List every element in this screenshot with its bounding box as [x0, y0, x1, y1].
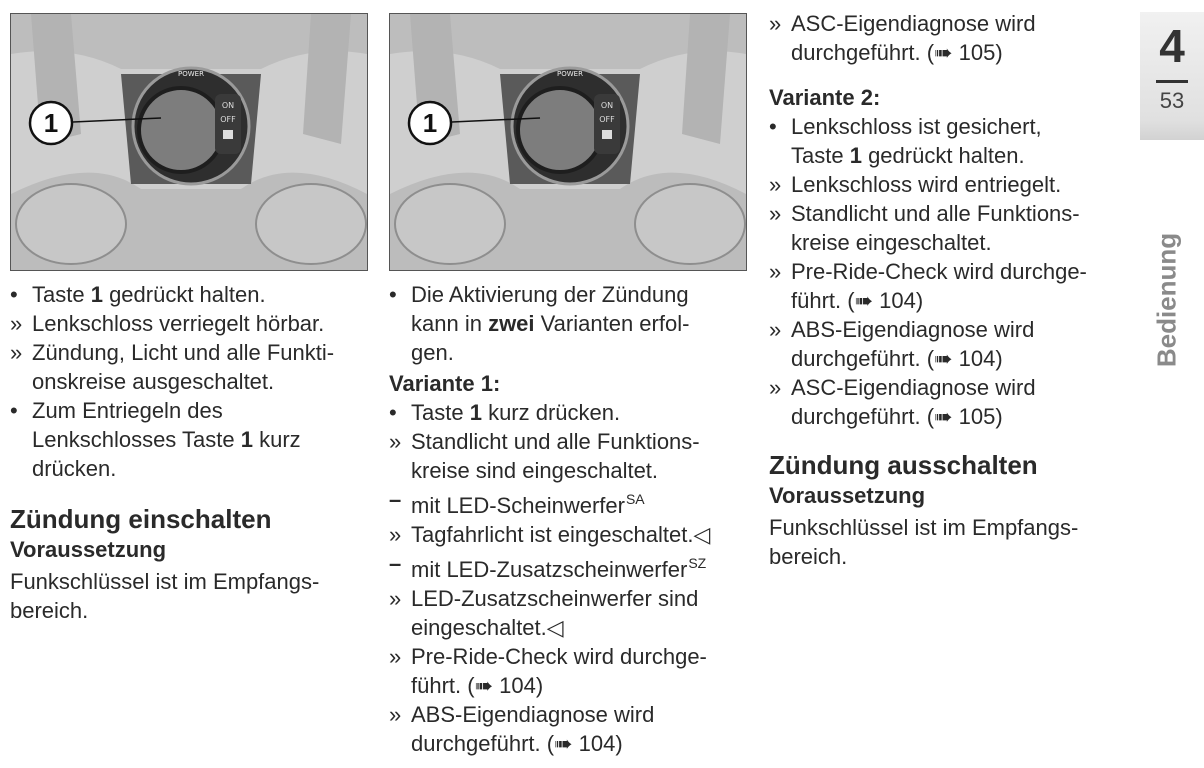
equipment-code: SA — [625, 491, 645, 507]
item-text: durchgeführt. (➠ 105) — [791, 40, 1003, 65]
prerequisite-heading: Voraussetzung — [10, 537, 167, 562]
item-text: Pre-Ride-Check wird durchge- — [791, 259, 1087, 284]
cond-marker-icon — [389, 549, 409, 578]
result-item — [10, 309, 370, 338]
figure-callout-1: 1 — [422, 108, 438, 138]
chapter-divider — [1156, 80, 1188, 83]
prerequisite-text: Funkschlüssel ist im Empfangs- bereich. — [769, 515, 1079, 569]
item-text: Lenkschlosses Taste — [32, 427, 241, 452]
result-marker-icon — [769, 9, 789, 38]
item-text: Pre-Ride-Check wird durchge- — [411, 644, 707, 669]
bullet-marker-icon — [10, 280, 30, 309]
item-text: onskreise ausgeschaltet. — [32, 369, 275, 394]
column-left — [10, 0, 370, 625]
ignition-switch-illustration — [390, 14, 746, 270]
item-text: Zum Entriegeln des — [32, 398, 223, 423]
item-text: kreise sind eingeschaltet. — [411, 458, 659, 483]
emphasis-text: zwei — [488, 311, 535, 336]
item-text: Lenkschloss ist gesichert, — [791, 114, 1042, 139]
result-item — [389, 584, 749, 642]
svg-text:POWER: POWER — [557, 70, 583, 78]
variant-1-steps-list — [389, 398, 749, 758]
result-marker-icon — [389, 520, 409, 549]
item-text: LED-Zusatzscheinwerfer sind — [411, 586, 699, 611]
svg-text:OFF: OFF — [220, 115, 236, 124]
result-marker-icon — [769, 199, 789, 228]
item-text: Tagfahrlicht ist eingeschaltet.◁ — [411, 522, 711, 547]
variant-2-heading: Variante 2: — [769, 85, 881, 110]
result-item — [389, 642, 749, 700]
chapter-number: 4 — [1159, 20, 1185, 72]
result-marker-icon — [769, 170, 789, 199]
bullet-marker-icon — [389, 280, 409, 309]
lock-instructions-list — [10, 280, 370, 483]
item-text: kreise eingeschaltet. — [791, 230, 992, 255]
svg-text:ON: ON — [221, 101, 235, 110]
instruction-item — [10, 280, 370, 309]
section-side-label — [1147, 220, 1187, 380]
result-marker-icon — [769, 373, 789, 402]
result-item — [769, 315, 1129, 373]
figure-callout-1: 1 — [43, 108, 59, 138]
section-side-label-text: Bedienung — [1151, 232, 1182, 368]
result-item — [389, 520, 749, 549]
item-text: Taste — [791, 143, 850, 168]
column-middle — [389, 0, 749, 758]
column-right — [769, 9, 1129, 571]
item-text: ASC-Eigendiagnose wird — [791, 375, 1036, 400]
equipment-code: SZ — [688, 555, 707, 571]
chapter-tab — [1140, 12, 1204, 140]
item-text: führt. (➠ 104) — [791, 288, 924, 313]
item-text: Die Aktivierung der Zündung — [411, 282, 689, 307]
item-text: drücken. — [32, 456, 117, 481]
continued-results-list — [769, 9, 1129, 67]
page-number: 53 — [1159, 88, 1185, 113]
item-text: eingeschaltet.◁ — [411, 615, 564, 640]
result-marker-icon — [769, 315, 789, 344]
item-text: mit LED-Zusatzscheinwerfer — [411, 557, 688, 582]
result-marker-icon — [10, 309, 30, 338]
item-text: durchgeführt. (➠ 105) — [791, 404, 1003, 429]
item-text: führt. (➠ 104) — [411, 673, 544, 698]
item-text: Zündung, Licht und alle Funkti- — [32, 340, 335, 365]
item-text: Lenkschloss verriegelt hörbar. — [32, 311, 325, 336]
result-marker-icon — [389, 642, 409, 671]
result-item — [389, 427, 749, 485]
emphasis-text: 1 — [240, 427, 253, 452]
item-text: Standlicht und alle Funktions- — [791, 201, 1080, 226]
result-item — [769, 9, 1129, 67]
prerequisite-text: Funkschlüssel ist im Empfangs- bereich. — [10, 569, 320, 623]
section-heading-ignition-off: Zündung ausschalten — [769, 450, 1038, 480]
result-marker-icon — [389, 700, 409, 729]
item-text: ABS-Eigendiagnose wird — [791, 317, 1035, 342]
ignition-switch-figure — [389, 13, 747, 271]
emphasis-text: 1 — [90, 282, 103, 307]
bullet-marker-icon — [10, 396, 30, 425]
cond-marker-icon — [389, 485, 409, 514]
result-item — [769, 257, 1129, 315]
ignition-switch-illustration — [11, 14, 367, 270]
item-text: Taste — [32, 282, 91, 307]
item-text: kurz — [252, 427, 301, 452]
variant-1-heading: Variante 1: — [389, 371, 501, 396]
ignition-switch-figure — [10, 13, 368, 271]
item-text: Standlicht und alle Funktions- — [411, 429, 700, 454]
result-item — [769, 170, 1129, 199]
item-text: Taste — [411, 400, 470, 425]
prerequisite-heading: Voraussetzung — [769, 483, 926, 508]
instruction-item — [769, 112, 1129, 170]
result-item — [10, 338, 370, 396]
svg-text:ON: ON — [600, 101, 614, 110]
item-text: gedrückt halten. — [861, 143, 1025, 168]
variant-2-steps-list — [769, 112, 1129, 431]
activation-intro-list — [389, 280, 749, 367]
item-text: kann in — [411, 311, 489, 336]
item-text: Lenkschloss wird entriegelt. — [791, 172, 1062, 197]
section-heading-ignition-on: Zündung einschalten — [10, 504, 272, 534]
svg-text:OFF: OFF — [599, 115, 615, 124]
svg-text:POWER: POWER — [178, 70, 204, 78]
emphasis-text: 1 — [849, 143, 862, 168]
item-text: Varianten erfol- — [534, 311, 690, 336]
item-text: ABS-Eigendiagnose wird — [411, 702, 655, 727]
result-item — [769, 373, 1129, 431]
item-text: gedrückt halten. — [102, 282, 266, 307]
emphasis-text: 1 — [469, 400, 482, 425]
result-marker-icon — [389, 427, 409, 456]
condition-item — [389, 549, 749, 584]
result-marker-icon — [389, 584, 409, 613]
bullet-marker-icon — [389, 398, 409, 427]
item-text: ASC-Eigendiagnose wird — [791, 11, 1036, 36]
condition-item — [389, 485, 749, 520]
instruction-item — [389, 280, 749, 367]
item-text: mit LED-Scheinwerfer — [411, 493, 625, 518]
item-text: durchgeführt. (➠ 104) — [411, 731, 623, 756]
instruction-item — [10, 396, 370, 483]
bullet-marker-icon — [769, 112, 789, 141]
item-text: kurz drücken. — [481, 400, 621, 425]
instruction-item — [389, 398, 749, 427]
item-text: durchgeführt. (➠ 104) — [791, 346, 1003, 371]
result-item — [389, 700, 749, 758]
item-text: gen. — [411, 340, 454, 365]
result-item — [769, 199, 1129, 257]
result-marker-icon — [10, 338, 30, 367]
result-marker-icon — [769, 257, 789, 286]
